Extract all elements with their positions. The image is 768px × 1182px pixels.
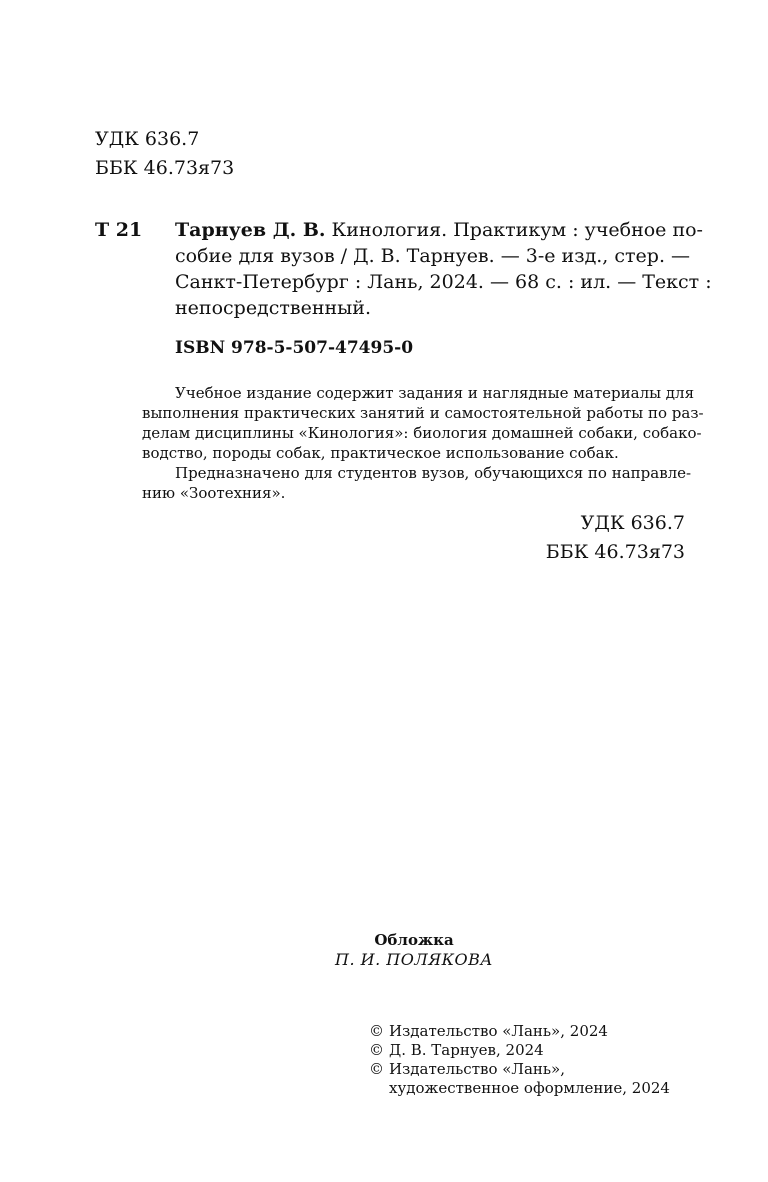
udk-code-top: УДК 636.7 <box>95 128 200 150</box>
annotation-line: делам дисциплины «Кинология»: биология домашней собаки, собако- <box>142 424 702 442</box>
biblio-line-4: непосредственный. <box>175 297 372 319</box>
copyright-icon: © <box>369 1041 384 1059</box>
cover-label: Обложка <box>374 931 454 949</box>
bbk-code-top: ББК 46.73я73 <box>95 157 235 179</box>
annotation-line: Предназначено для студентов вузов, обучающихся по направле- <box>175 464 692 482</box>
bbk-code-bottom: ББК 46.73я73 <box>545 541 685 563</box>
udk-code-bottom: УДК 636.7 <box>580 512 685 534</box>
biblio-line-2: собие для вузов / Д. В. Тарнуев. — 3-е изд., стер. — <box>175 245 691 267</box>
bibliographic-record <box>175 217 712 321</box>
annotation-line: Учебное издание содержит задания и наглядные материалы для <box>175 384 695 402</box>
isbn: ISBN 978-5-507-47495-0 <box>175 338 414 358</box>
biblio-line-1 <box>175 217 703 243</box>
copyright-row: © Д. В. Тарнуев, 2024 <box>369 1041 544 1059</box>
copyright-icon: © <box>369 1060 384 1078</box>
copyright-icon: © <box>369 1022 384 1040</box>
biblio-line-3: Санкт-Петербург : Лань, 2024. — 68 с. : ил. — Текст : <box>175 271 712 293</box>
cover-credit <box>0 931 768 970</box>
biblio-title: Кинология. Практикум : учебное по- <box>325 219 703 241</box>
cover-artist: П. И. ПОЛЯКОВА <box>335 950 493 969</box>
annotation-line: нию «Зоотехния». <box>142 484 286 502</box>
annotation <box>142 383 704 503</box>
copyright-row: © Издательство «Лань», 2024 <box>369 1022 608 1040</box>
author-name: Тарнуев Д. В. <box>175 219 326 241</box>
annotation-line: водство, породы собак, практическое использование собак. <box>142 444 619 462</box>
copyright-block <box>369 1022 670 1098</box>
copyright-continuation: художественное оформление, 2024 <box>389 1079 670 1097</box>
author-mark: Т 21 <box>95 219 143 241</box>
copyright-row: © Издательство «Лань», <box>369 1060 566 1078</box>
annotation-line: выполнения практических занятий и самостоятельной работы по раз- <box>142 404 704 422</box>
